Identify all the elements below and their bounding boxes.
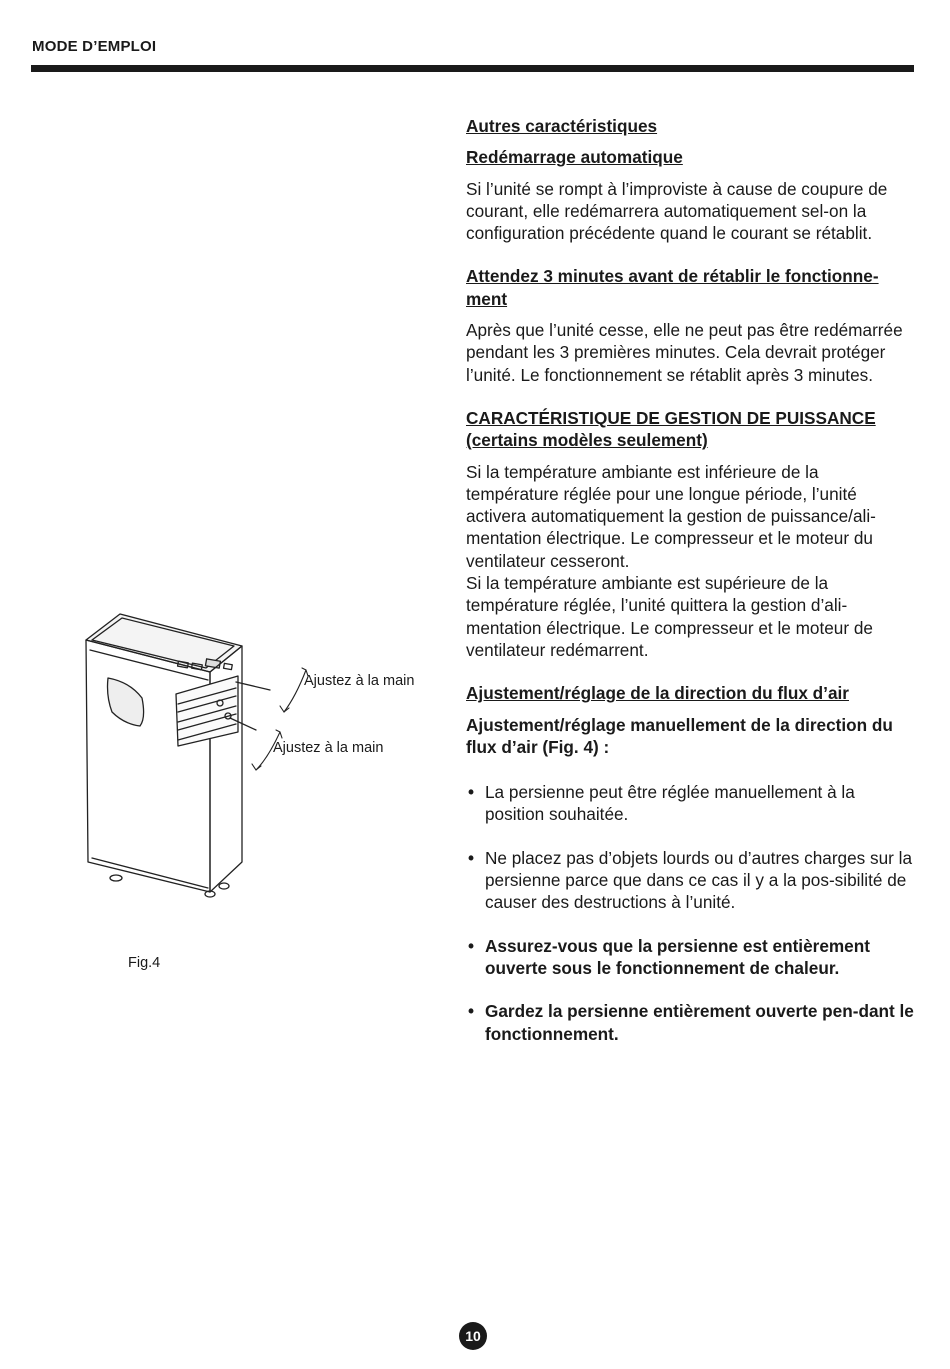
- bullet-list: [466, 781, 914, 1045]
- paragraph-redemarrage: Si l’unité se rompt à l’improviste à cause de coupure de courant, elle redémarrera automatiquement sel-on la configuration précédente quand le courant se rétablit.: [466, 178, 888, 244]
- bullet-item: • Gardez la persienne entièrement ouverte pen-dant le fonctionnement.: [466, 1000, 914, 1045]
- section-heading-puissance: CARACTÉRISTIQUE DE GESTION DE PUISSANCE (certains modèles seulement): [466, 407, 876, 451]
- bullet-item: • Assurez-vous que la persienne est entièrement ouverte sous le fonctionnement de chaleur.: [466, 935, 914, 980]
- figure-air-conditioner: [70, 600, 450, 920]
- text-column: [466, 115, 914, 1045]
- figure-label-bottom: Ajustez à la main: [273, 740, 384, 756]
- header-rule: [31, 65, 914, 72]
- air-conditioner-illustration: [70, 600, 450, 920]
- figure-label-top: Ajustez à la main: [304, 673, 415, 689]
- figure-caption: Fig.4: [128, 955, 161, 971]
- subheading-ajustement: Ajustement/réglage manuellement de la direction du flux d’air (Fig. 4) :: [466, 714, 893, 757]
- bullet-item: • Ne placez pas d’objets lourds ou d’autres charges sur la persienne parce que dans ce cas il y a la pos-sibilité de causer des destructions à l’unité.: [466, 847, 914, 914]
- section-heading-attendez: Attendez 3 minutes avant de rétablir le fonctionne-ment: [466, 266, 879, 309]
- paragraph-puissance-2: Si la température ambiante est supérieure de la température réglée, l’unité quittera la gestion d’ali-mentation électrique. Le compresseur et le moteur de ventilateur redémarrent.: [466, 573, 873, 660]
- paragraph-puissance-1: Si la température ambiante est inférieure de la température réglée pour une longue période, l’unité activera automatiquement la gestion de puissance/ali-mentation électrique. Le compresseur et le moteur du ventilateur cesseront.: [466, 461, 876, 571]
- header-title: MODE D’EMPLOI: [32, 38, 157, 55]
- paragraph-attendez: Après que l’unité cesse, elle ne peut pas être redémarrée pendant les 3 premières minutes. Cela devrait protéger l’unité. Le fonctionnement se rétablit après 3 minutes.: [466, 320, 903, 385]
- section-heading-ajustement: Ajustement/réglage de la direction du flux d’air: [466, 683, 849, 704]
- section-heading-redemarrage: Redémarrage automatique: [466, 147, 683, 168]
- section-heading-autres: Autres caractéristiques: [466, 116, 658, 136]
- page-number: 10: [459, 1322, 487, 1350]
- bullet-item: • La persienne peut être réglée manuellement à la position souhaitée.: [466, 781, 914, 826]
